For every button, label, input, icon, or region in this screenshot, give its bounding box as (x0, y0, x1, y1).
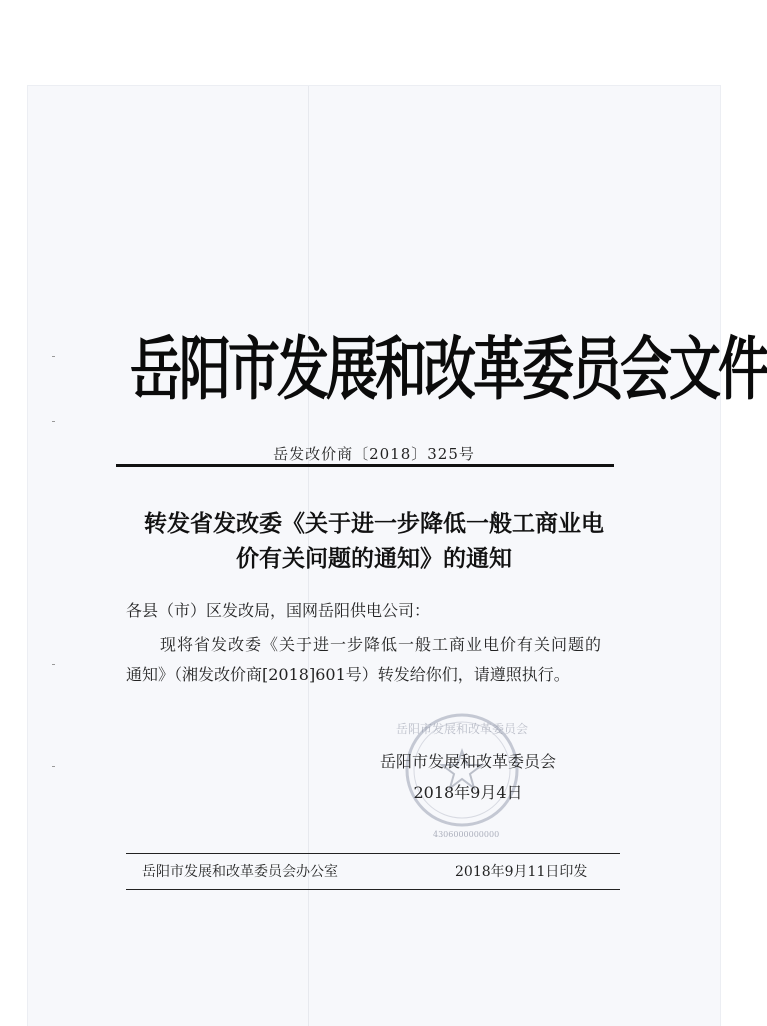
edge-mark (52, 421, 55, 422)
seal-text: 岳阳市发展和改革委员会 (395, 722, 529, 736)
document-number: 岳发改价商〔2018〕325号 (273, 445, 475, 463)
document-subject (28, 506, 720, 576)
edge-mark (52, 766, 55, 767)
body-paragraph-line-2: 通知》（湘发改价商[2018]601号）转发给你们，请遵照执行。 (126, 665, 570, 684)
document-header-title: 岳阳市发展和改革委员会文件 (130, 329, 767, 411)
salutation: 各县（市）区发改局，国网岳阳供电公司： (126, 601, 431, 620)
subject-line-1: 转发省发改委《关于进一步降低一般工商业电 (144, 510, 604, 537)
footer-office: 岳阳市发展和改革委员会办公室 (142, 864, 338, 880)
body-paragraph-line-1: 现将省发改委《关于进一步降低一般工商业电价有关问题的 (160, 635, 603, 654)
footer-print-date: 2018年9月11日印发 (455, 864, 588, 880)
seal-number: 4306000000000 (433, 830, 500, 839)
signatory: 岳阳市发展和改革委员会 (379, 752, 556, 771)
footer-rule-bottom (126, 889, 620, 890)
footer-rule-top (126, 853, 620, 854)
header-divider (116, 464, 614, 467)
edge-mark (52, 356, 55, 357)
sign-date: 2018年9月4日 (413, 783, 523, 802)
document-page (28, 86, 767, 1026)
edge-mark (52, 664, 55, 665)
signature-block (358, 746, 578, 808)
subject-line-2: 价有关问题的通知》的通知 (236, 545, 512, 572)
